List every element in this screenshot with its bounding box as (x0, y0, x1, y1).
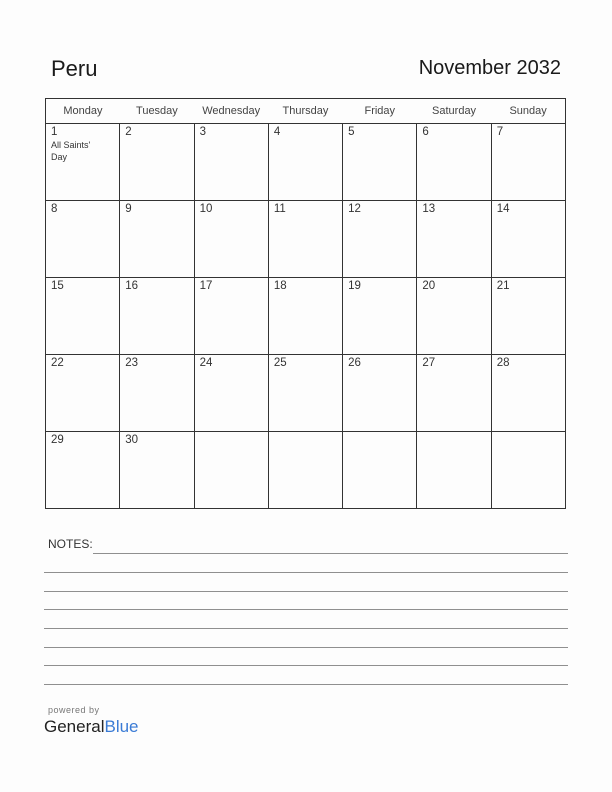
day-number: 26 (348, 357, 361, 369)
generalblue-logo (44, 717, 139, 737)
note-line (93, 553, 568, 554)
calendar-day-cell (268, 201, 342, 278)
day-number: 5 (348, 126, 355, 138)
calendar-day-cell (417, 278, 491, 355)
country-title: Peru (51, 56, 98, 81)
calendar-week-row (46, 124, 566, 201)
note-line (44, 665, 568, 666)
day-number: 10 (199, 203, 213, 215)
day-number: 28 (496, 357, 510, 369)
day-number: 8 (51, 203, 58, 215)
day-number: 14 (496, 203, 510, 215)
calendar-day-cell (417, 355, 491, 432)
calendar-day-cell (491, 432, 565, 509)
day-number: 18 (273, 280, 287, 292)
calendar-day-cell (120, 201, 194, 278)
day-number: 11 (273, 203, 286, 215)
calendar-day-cell (194, 201, 268, 278)
day-number: 6 (422, 126, 429, 138)
note-line (44, 647, 568, 648)
day-number: 16 (125, 280, 139, 292)
day-number: 19 (348, 280, 361, 292)
calendar-day-cell (268, 124, 342, 201)
day-number: 15 (51, 280, 64, 292)
day-number: 17 (199, 280, 213, 292)
weekday-header: Sunday (491, 99, 565, 124)
calendar-day-cell (343, 278, 417, 355)
day-number: 22 (51, 357, 64, 369)
calendar-day-cell (268, 432, 342, 509)
day-number: 13 (422, 203, 436, 215)
day-number: 7 (496, 126, 504, 138)
day-number: 12 (348, 203, 361, 215)
calendar-day-cell (417, 201, 491, 278)
calendar-day-cell (194, 124, 268, 201)
day-number: 2 (125, 126, 132, 138)
calendar-day-cell (46, 124, 120, 201)
calendar-day-cell (491, 278, 565, 355)
weekday-header-row (46, 99, 566, 124)
day-number: 25 (273, 357, 287, 369)
calendar-day-cell (268, 278, 342, 355)
powered-by-text: powered by (48, 705, 100, 715)
brand-part1: General (44, 717, 105, 736)
calendar-day-cell (46, 355, 120, 432)
day-number: 29 (51, 434, 64, 446)
calendar-day-cell (343, 201, 417, 278)
calendar-day-cell (120, 124, 194, 201)
calendar-week-row (46, 432, 566, 509)
note-line (44, 609, 568, 610)
weekday-header: Monday (46, 99, 120, 124)
calendar-day-cell (343, 355, 417, 432)
day-number: 3 (199, 126, 206, 138)
holiday-label: All Saints' Day (51, 140, 91, 162)
note-line (44, 628, 568, 629)
day-number: 24 (199, 357, 213, 369)
day-number: 27 (422, 357, 436, 369)
calendar-day-cell (417, 432, 491, 509)
calendar-week-row (46, 278, 566, 355)
day-number: 4 (273, 126, 281, 138)
day-number: 30 (125, 434, 139, 446)
weekday-header: Thursday (268, 99, 342, 124)
calendar-day-cell (343, 124, 417, 201)
weekday-header: Friday (343, 99, 417, 124)
weekday-header: Wednesday (194, 99, 268, 124)
brand-part2: Blue (104, 717, 139, 736)
calendar-day-cell (194, 278, 268, 355)
weekday-header: Saturday (417, 99, 491, 124)
calendar-week-row (46, 201, 566, 278)
calendar-day-cell (491, 355, 565, 432)
calendar-day-cell (120, 278, 194, 355)
calendar-day-cell (46, 432, 120, 509)
calendar-grid (45, 98, 566, 509)
calendar-day-cell (194, 432, 268, 509)
calendar-day-cell (491, 124, 565, 201)
day-number: 1 (51, 126, 58, 138)
note-line (44, 591, 568, 592)
calendar-day-cell (417, 124, 491, 201)
calendar-day-cell (194, 355, 268, 432)
calendar-day-cell (268, 355, 342, 432)
month-year-title: November 2032 (418, 57, 561, 79)
calendar-day-cell (120, 432, 194, 509)
note-line (44, 572, 568, 573)
day-number: 20 (422, 280, 436, 292)
calendar-day-cell (46, 201, 120, 278)
note-line (44, 684, 568, 685)
day-number: 9 (125, 203, 132, 215)
day-number: 23 (125, 357, 139, 369)
calendar-day-cell (120, 355, 194, 432)
calendar-week-row (46, 355, 566, 432)
calendar-day-cell (46, 278, 120, 355)
weekday-header: Tuesday (120, 99, 194, 124)
day-number: 21 (496, 280, 510, 292)
calendar-day-cell (491, 201, 565, 278)
notes-label: NOTES: (48, 537, 93, 551)
calendar-day-cell (343, 432, 417, 509)
